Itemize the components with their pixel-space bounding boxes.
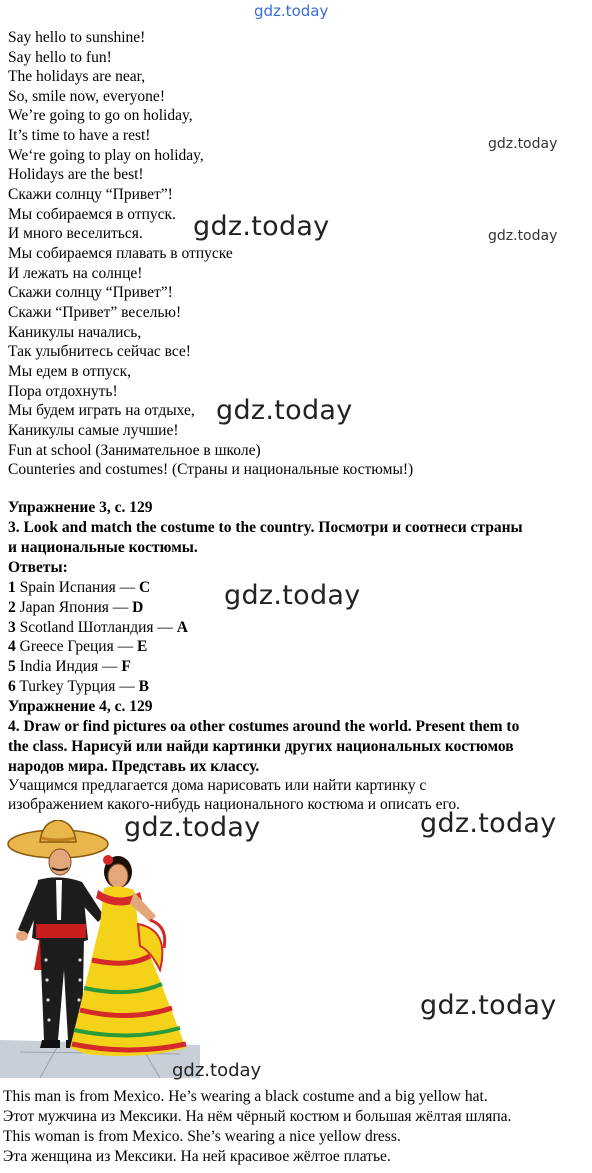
exercise-4-note: Учащимся предлагается дома нарисовать или найти картинку с (8, 777, 427, 794)
answer-number: 4 (8, 638, 16, 655)
answer-row (8, 677, 149, 697)
mexican-couple-illustration (0, 820, 200, 1078)
exercise-3-task: 3. Look and match the costume to the country. Посмотри и соотнеси страны (8, 519, 523, 536)
poem-line: И лежать на солнце! (8, 265, 143, 282)
poem-line: The holidays are near, (8, 68, 146, 85)
watermark: gdz.today (420, 990, 557, 1021)
poem-line: Fun at school (Занимательное в школе) (8, 442, 261, 459)
watermark: gdz.today (488, 136, 558, 152)
exercise-4-heading: Упражнение 4, с. 129 (8, 698, 153, 715)
description-line: Эта женщина из Мексики. На ней красивое жёлтое платье. (3, 1148, 391, 1165)
poem-line: Скажи солнцу “Привет”! (8, 186, 173, 203)
poem-line: Пора отдохнуть! (8, 383, 118, 400)
poem-line: Say hello to fun! (8, 49, 112, 66)
answer-text: Japan Япония — (19, 599, 133, 616)
exercise-3-task: и национальные костюмы. (8, 539, 198, 556)
poem-line: Мы будем играть на отдыхе, (8, 402, 195, 419)
answer-row (8, 637, 147, 657)
poem-line: Так улыбнитесь сейчас все! (8, 343, 191, 360)
answer-letter: E (136, 638, 148, 655)
exercise-4-task: народов мира. Представь их классу. (8, 758, 260, 775)
poem-line: It’s time to have a rest! (8, 127, 151, 144)
answer-text: India Индия — (19, 658, 122, 675)
poem-line: Counteries and costumes! (Страны и национальные костюмы!) (8, 461, 414, 478)
answer-row (8, 618, 188, 638)
watermark: gdz.today (488, 228, 558, 244)
poem-line: Say hello to sunshine! (8, 29, 146, 46)
answer-row (8, 657, 131, 677)
description-line: Этот мужчина из Мексики. На нём чёрный костюм и большая жёлтая шляпа. (3, 1108, 512, 1125)
exercise-4-task: the class. Нарисуй или найди картинки других национальных костюмов (8, 738, 514, 755)
answer-text: Scotland Шотландия — (19, 619, 177, 636)
poem-line: Скажи солнцу “Привет”! (8, 284, 173, 301)
poem-line: Мы едем в отпуск, (8, 363, 132, 380)
poem-line: Holidays are the best! (8, 166, 144, 183)
answer-letter: F (121, 658, 131, 675)
woman-figure (70, 855, 186, 1056)
exercise-3-heading: Упражнение 3, с. 129 (8, 499, 153, 516)
watermark: gdz.today (216, 395, 353, 426)
poem-line: Каникулы начались, (8, 324, 142, 341)
watermark: gdz.today (172, 1060, 262, 1081)
answer-letter: B (138, 678, 149, 695)
answer-text: Greece Греция — (19, 638, 137, 655)
answer-number: 5 (8, 658, 16, 675)
answer-text: Spain Испания — (19, 579, 140, 596)
exercise-4-note: изображением какого-нибудь национального костюма и описать его. (8, 796, 461, 813)
poem-line: И много веселиться. (8, 225, 143, 242)
poem-line: We’re going to go on holiday, (8, 107, 193, 124)
answer-row (8, 578, 150, 598)
watermark: gdz.today (420, 808, 557, 839)
answer-number: 2 (8, 599, 16, 616)
answer-letter: A (176, 619, 188, 636)
answer-row (8, 598, 143, 618)
answer-number: 6 (8, 678, 16, 695)
answer-text: Turkey Турция — (19, 678, 139, 695)
poem-line: Скажи “Привет” веселью! (8, 304, 182, 321)
poem-line: So, smile now, everyone! (8, 88, 165, 105)
poem-line: We‘re going to play on holiday, (8, 147, 204, 164)
answers-label: Ответы: (8, 559, 68, 576)
answer-number: 3 (8, 619, 16, 636)
poem-line: Мы собираемся в отпуск. (8, 206, 176, 223)
description-line: This woman is from Mexico. She’s wearing a nice yellow dress. (3, 1128, 401, 1145)
answer-number: 1 (8, 579, 16, 596)
watermark: gdz.today (193, 211, 330, 242)
watermark: gdz.today (224, 580, 361, 611)
description-line: This man is from Mexico. He’s wearing a black costume and a big yellow hat. (3, 1088, 488, 1105)
answer-letter: D (132, 599, 144, 616)
watermark: gdz.today (124, 812, 261, 843)
poem-line: Мы собираемся плавать в отпуске (8, 245, 233, 262)
answer-letter: C (139, 579, 151, 596)
poem-line: Каникулы самые лучшие! (8, 422, 179, 439)
watermark-top: gdz.today (254, 2, 329, 20)
exercise-4-task: 4. Draw or find pictures oa other costumes around the world. Present them to (8, 718, 520, 735)
